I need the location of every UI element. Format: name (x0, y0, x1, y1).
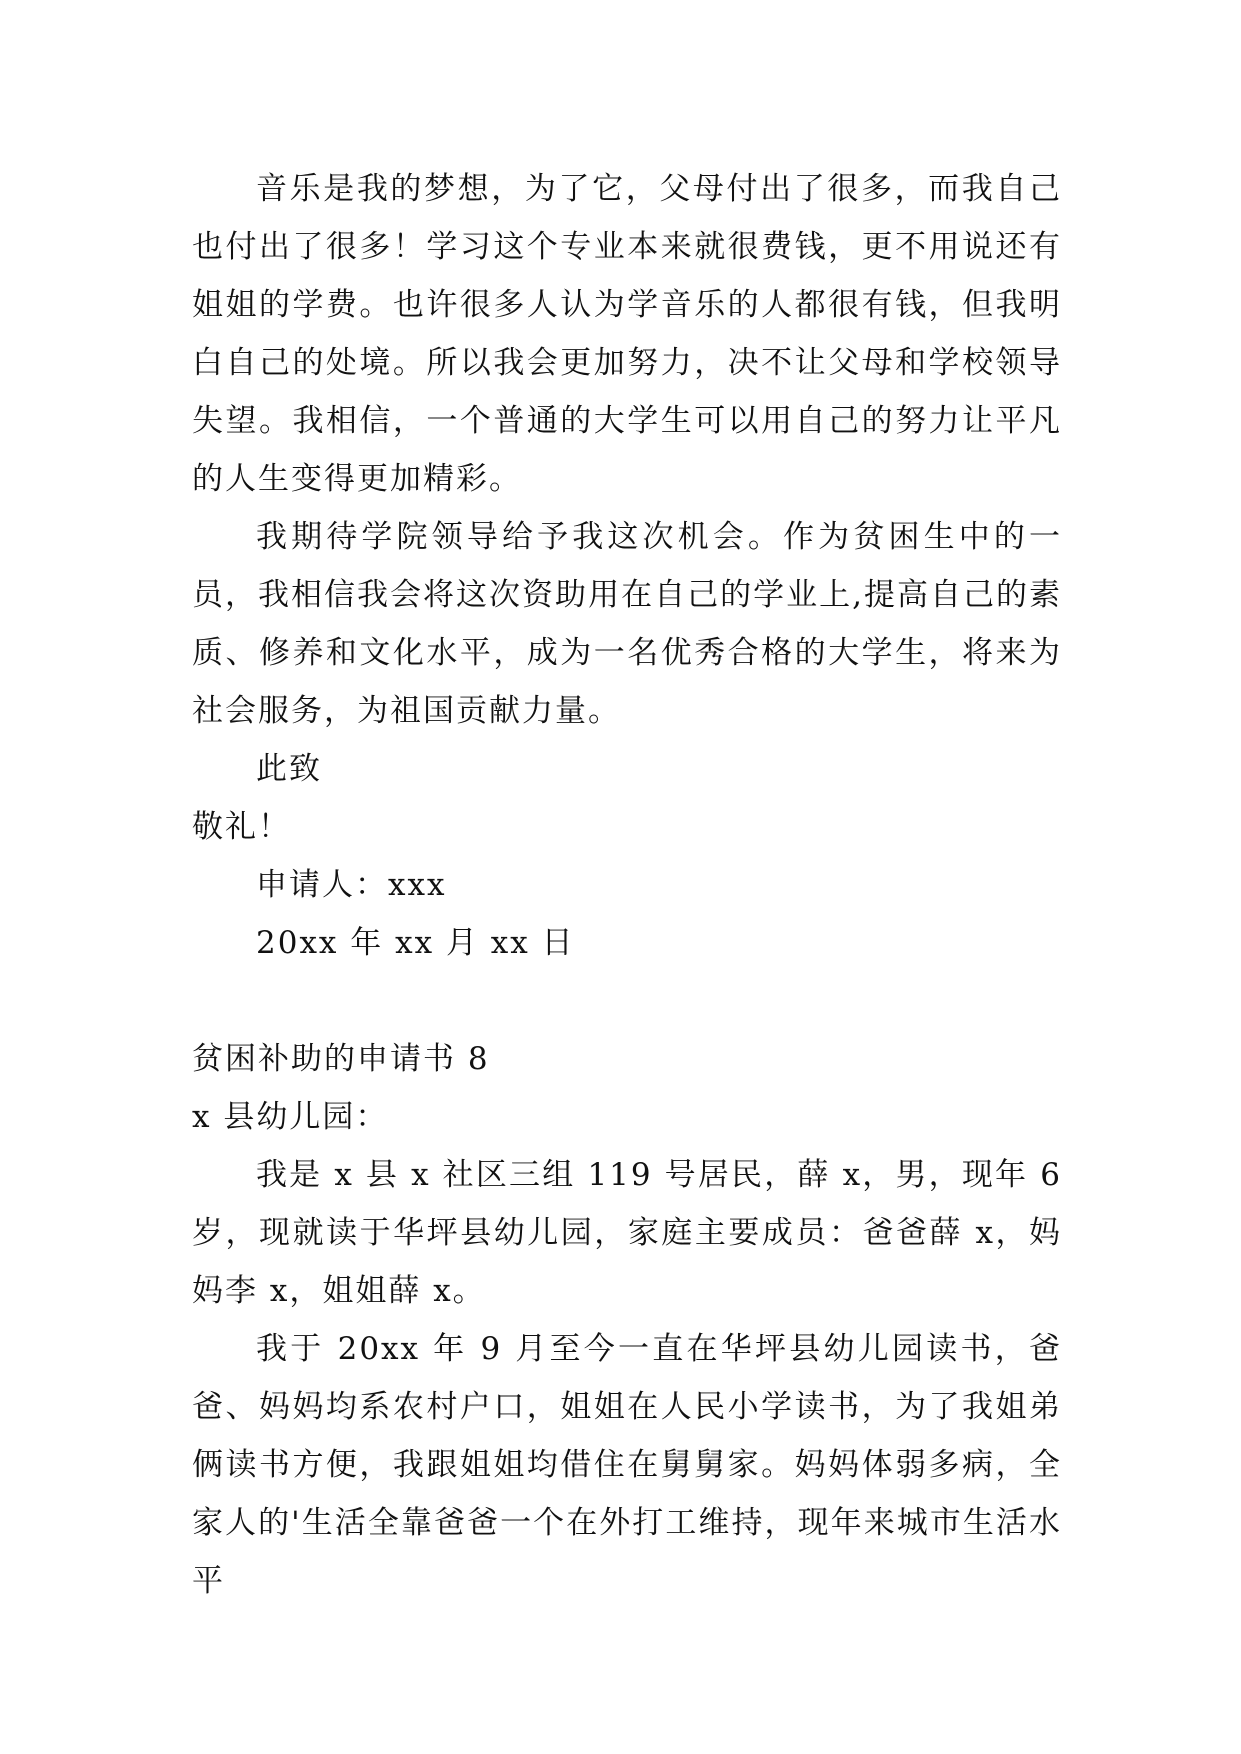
closing-salutation: 此致 (256, 751, 322, 787)
paragraph-music-dream: 音乐是我的梦想，为了它，父母付出了很多，而我自己也付出了很多！学习这个专业本来就很费钱，更不用说还有姐姐的学费。也许很多人认为学音乐的人都很有钱，但我明白自己的处境。所以我会更加努力，决不让父母和学校领导失望。我相信，一个普通的大学生可以用自己的努力让平凡的人生变得更加精彩。 (192, 171, 1062, 497)
section-title: 贫困补助的申请书 8 (192, 1041, 490, 1077)
signature-date: 20xx 年 xx 月 xx 日 (256, 925, 575, 961)
addressee: x 县幼儿园： (192, 1099, 389, 1135)
spacer (192, 972, 1062, 1030)
applicant-signature: 申请人：xxx (256, 867, 447, 903)
paragraph-expectation: 我期待学院领导给予我这次机会。作为贫困生中的一员，我相信我会将这次资助用在自己的学业上,提高自己的素质、修养和文化水平，成为一名优秀合格的大学生，将来为社会服务，为祖国贡献力量。 (192, 519, 1062, 729)
document-body (192, 160, 1062, 1610)
closing-regards: 敬礼！ (192, 809, 291, 845)
paragraph-family-situation: 我于 20xx 年 9 月至今一直在华坪县幼儿园读书，爸爸、妈妈均系农村户口，姐姐在人民小学读书，为了我姐弟俩读书方便，我跟姐姐均借住在舅舅家。妈妈体弱多病，全家人的'生活全靠爸爸一个在外打工维持，现年来城市生活水平 (192, 1331, 1062, 1599)
paragraph-self-intro: 我是 x 县 x 社区三组 119 号居民，薛 x，男，现年 6 岁，现就读于华坪县幼儿园，家庭主要成员：爸爸薛 x，妈妈李 x，姐姐薛 x。 (192, 1157, 1062, 1309)
